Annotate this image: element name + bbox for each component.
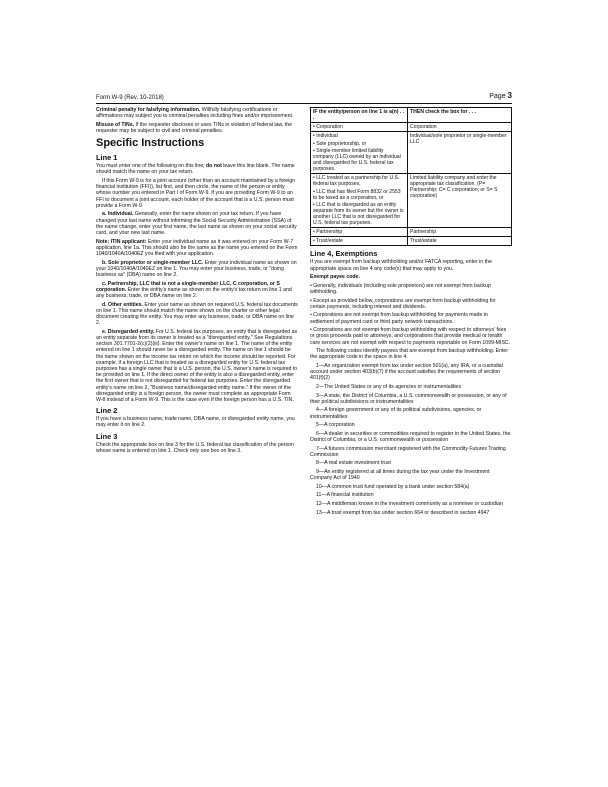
line1-intro-a: You must enter one of the following on this line;: [96, 163, 206, 170]
page-number-label: [489, 92, 512, 101]
line4-heading: Line 4, Exemptions: [310, 249, 378, 259]
sole-proprietor-label: b. Sole proprietor or single-member LLC.: [102, 259, 204, 266]
page-number: 3: [507, 91, 512, 100]
table-cell-box: [408, 237, 512, 246]
cell-line: • Partnership: [313, 229, 343, 236]
code-item: 8—A real estate investment trust: [316, 460, 391, 467]
cell-line: • Individual: [313, 133, 338, 139]
code-item: 2—The United States or any of its agencies or instrumentalities: [316, 383, 462, 390]
disregarded-entity-paragraph: [96, 329, 298, 403]
line2-text: If you have a business name, trade name, DBA name, or disregarded entity name, you may enter it on line 2.: [96, 416, 295, 429]
table-row: [311, 174, 512, 228]
line1-intro-c: leave this line blank. The name should match the name on your tax return.: [96, 163, 295, 176]
table-cell-entity: [311, 174, 408, 228]
other-entities-label: d. Other entities.: [102, 301, 143, 308]
right-column: [310, 107, 512, 518]
joint-account-paragraph: If this Form W-9 is for a joint account (other than an account maintained by a foreign financial institution (FFI)), list first, and then circle, the name of the person or entity whose number you entered in Part I of Form W-9. If you are providing Form W-9 to an FFI to document a joint account, each holder of the account that is a U.S. person must provide a Form W-9.: [96, 178, 296, 209]
individual-label: a. Individual.: [102, 211, 134, 218]
line1-heading: Line 1: [96, 153, 118, 163]
bullet-item: • Generally, individuals (including sole proprietors) are not exempt from backup withholding.: [310, 282, 491, 295]
exempt-payee-heading: Exempt payee code.: [310, 274, 360, 281]
code-item: 7—A futures commission merchant registered with the Commodity Futures Trading Commission: [310, 445, 506, 458]
code-item: 3—A state, the District of Columbia, a U.S. commonwealth or possession, or any of their political subdivisions or instrumentalities: [310, 392, 507, 405]
bullet-item: • Corporations are not exempt from backup withholding with respect to attorneys' fees or gross proceeds paid to attorneys, and corporations that provide medical or health care services are not exempt with respect to payments reportable on Form 1099-MISC.: [310, 327, 511, 346]
code-item: 13—A trust exempt from tax under section 664 or described in section 4947: [316, 509, 490, 516]
cell-line: • LLC that has filed Form 8832 or 2553 to be taxed as a corporation, or: [313, 188, 401, 201]
other-entities-paragraph: [96, 302, 298, 327]
table-row: [311, 132, 512, 174]
cell-line: Partnership: [410, 229, 437, 236]
disregarded-entity-text: For U.S. federal tax purposes, an entity that is disregarded as an entity separate from its owner is treated as a "disregarded entity." See Regulations section 301.7701-2(c)(2)(iii). Enter the owner's name on line 1. The name of the entity entered on line 1 should never be a disregarded entity. The name on line 1 should be the name shown on the income tax return on which the income should be reported. For example, if a foreign LLC that is treated as a disregarded entity for U.S. federal tax purposes has a single owner that is a U.S. person, the U.S. owner's name is required to be provided on line 1. If the direct owner of the entity is also a disregarded entity, enter the first owner that is not disregarded for federal tax purposes. Enter the disregarded entity's name on line 2, "Business name/disregarded entity name." If the owner of the disregarded entity is a foreign person, the owner must complete an appropriate Form W-8 instead of a Form W-9. This is the case even if the foreign person has a U.S. TIN.: [96, 328, 298, 404]
entity-classification-table: [310, 107, 512, 246]
line4-text: If you are exempt from backup withholding and/or FATCA reporting, enter in the appropriate space on line 4 any code(s) that may apply to you.: [310, 259, 492, 272]
code-item: 10—A common trust fund operated by a bank under section 584(a): [316, 483, 470, 490]
individual-paragraph: [96, 211, 298, 236]
other-entities-text: Enter your name as shown on required U.S. federal tax documents on line 1. This name should match the name shown on the charter or other legal document creating the entity. You may enter any business, trade, or DBA name on line 2.: [96, 301, 298, 327]
table-cell-entity: [311, 132, 408, 174]
table-row: [311, 228, 512, 237]
cell-line: Limited liability company and enter the appropriate tax classification. (P= Partnership; C= C corporation; or S= S corporation): [410, 175, 498, 200]
code-item: 1—An organization exempt from tax under section 501(a), any IRA, or a custodial account under section 403(b)(7) if the account satisfies the requirements of section 401(f)(2): [310, 362, 503, 382]
header-rule: [96, 103, 512, 104]
table-cell-entity: [311, 237, 408, 246]
specific-instructions-heading: Specific Instructions: [96, 137, 205, 150]
criminal-penalty-paragraph: [96, 107, 298, 119]
line2-heading: Line 2: [96, 406, 118, 416]
cell-line: Corporation: [410, 124, 437, 130]
misuse-tins-paragraph: [96, 122, 298, 134]
form-reference: Form W-9 (Rev. 10-2018): [96, 95, 164, 101]
table-row: [311, 237, 512, 246]
cell-line: • Trust/estate: [313, 238, 343, 245]
line3-text: Check the appropriate box on line 3 for the U.S. federal tax classification of the person whose name is entered on line 1. Check only one box on line 3.: [96, 441, 294, 454]
criminal-penalty-text: Willfully falsifying certifications or affirmations may subject you to criminal penalties including fines and/or imprisonment.: [96, 107, 294, 120]
left-column: [96, 107, 298, 456]
code-item: 9—An entity registered at all times during the tax year under the Investment Company Act of 1940: [310, 468, 490, 482]
cell-line: Individual/sole proprietor or single-member LLC: [410, 133, 507, 145]
code-item: 11—A financial institution: [316, 492, 374, 499]
line3-heading: Line 3: [96, 431, 118, 441]
criminal-penalty-title: Criminal penalty for falsifying information.: [96, 107, 201, 113]
code-item: 5—A corporation: [316, 422, 355, 429]
table-cell-entity: [311, 123, 408, 132]
table-header-row: [311, 108, 512, 123]
page-word: Page: [489, 93, 506, 100]
table-cell-box: [408, 132, 512, 174]
cell-line: Trust/estate: [410, 238, 437, 245]
misuse-tins-title: Misuse of TINs.: [96, 121, 135, 128]
table-header-entity: IF the entity/person on line 1 is a(n) . . .: [311, 108, 408, 123]
line1-intro-b: do not: [205, 163, 222, 170]
code-item: 12—A middleman known in the investment community as a nominee or custodian: [316, 500, 503, 507]
bullet-item: • Except as provided below, corporations are exempt from backup withholding for certain payments, including interest and dividends.: [310, 297, 496, 310]
sole-proprietor-text: Enter your individual name as shown on your 1040/1040A/1040EZ on line 1. You may enter your business, trade, or "doing business as" (DBA) name on line 2.: [96, 259, 297, 279]
cell-line: • LLC treated as a partnership for U.S. federal tax purposes,: [313, 175, 400, 188]
table-cell-box: [408, 174, 512, 228]
itin-note-text: Enter your individual name as it was entered on your Form W-7 application, line 1a. This should also be the same as the name you entered on the Form 1040/1040A/1040EZ you filed with your application.: [96, 238, 298, 258]
line1-intro: [96, 163, 298, 175]
table-row: [311, 123, 512, 132]
table-cell-entity: [311, 228, 408, 237]
codes-intro: The following codes identify payees that are exempt from backup withholding. Enter the appropriate code in the space in line 4.: [310, 348, 509, 361]
table-header-checkbox: THEN check the box for . . .: [408, 108, 512, 123]
bullet-item: • Corporations are not exempt from backup withholding for payments made in settlement of payment card or third party network transactions.: [310, 312, 488, 325]
code-item: 4—A foreign government or any of its political subdivisions, agencies, or instrumentalities: [310, 407, 482, 420]
disregarded-entity-label: e. Disregarded entity.: [102, 328, 155, 335]
cell-line: • Corporation: [313, 124, 343, 130]
sole-proprietor-paragraph: [96, 260, 298, 279]
partnership-paragraph: [96, 281, 298, 300]
partnership-text: Enter the entity's name as shown on the entity's tax return on line 1 and any business, trade, or DBA name on line 2.: [96, 286, 292, 300]
itin-note-paragraph: [96, 239, 298, 258]
cell-line: • LLC that is disregarded as an entity separate from its owner but the owner is another LLC that is not disregarded for U.S. federal tax purposes.: [313, 202, 404, 227]
cell-line: • Single-member limited liability company (LLC) owned by an individual and disregarded for U.S. federal tax purposes.: [313, 148, 401, 173]
individual-text: Generally, enter the name shown on your tax return. If you have changed your last name without informing the Social Security Administration (SSA) of the name change, enter your first name, the last name as shown on your social security card, and your new last name.: [96, 211, 297, 237]
itin-note-label: Note: ITIN applicant:: [96, 238, 147, 245]
code-item: 6—A dealer in securities or commodities required to register in the United States, the District of Columbia, or a U.S. commonwealth or possession: [310, 430, 511, 443]
cell-line: • Sole proprietorship, or: [313, 140, 367, 147]
misuse-tins-text: If the requester discloses or uses TINs in violation of federal law, the requester may be subject to civil and criminal penalties.: [96, 121, 292, 134]
partnership-label: c. Partnership, LLC that is not a single-member LLC, C corporation, or S corporation.: [96, 280, 280, 293]
table-cell-box: [408, 123, 512, 132]
table-cell-box: [408, 228, 512, 237]
